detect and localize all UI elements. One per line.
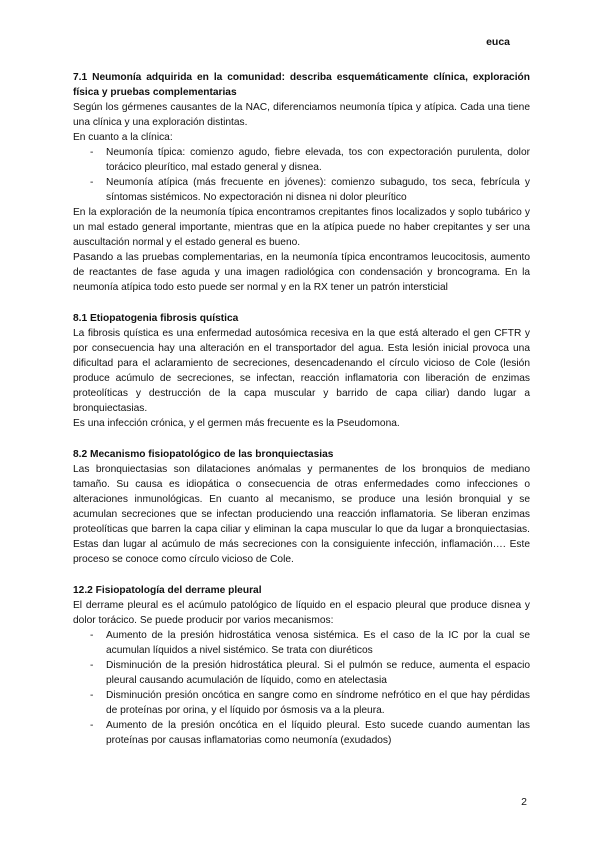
section-title: 12.2 Fisiopatología del derrame pleural (73, 585, 262, 596)
paragraph: En la exploración de la neumonía típica encontramos crepitantes finos localizados y soplo tubárico y un mal estado general importante, mientras que en la atípica puede no haber crepitantes y ser una auscultación normal y el estado general es bueno. (73, 207, 530, 248)
paragraph: La fibrosis quística es una enfermedad autosómica recesiva en la que está alterado el gen CFTR y por consecuencia hay una alteración en el transportador del agua. Esta lesión inicial provoca una dificultad para el aclaramiento de secreciones, desencadenando el círculo vicioso de Cole (lesión produce acúmulo de secreciones, se infectan, reacción inflamatoria con liberación de enzimas proteolíticas y destrucción de la capa muscular y barrido de capa ciliar) dando lugar a bronquiectasias. (73, 328, 530, 414)
list-item: - Disminución presión oncótica en sangre como en síndrome nefrótico en el que hay pérdidas de proteínas por orina, y el líquido por ósmosis va a la pleura. (106, 688, 530, 718)
section-title: 8.1 Etiopatogenia fibrosis quística (73, 313, 239, 324)
list-item: - Disminución de la presión hidrostática pleural. Si el pulmón se reduce, aumenta el espacio pleural causando acumulación de líquido, como en atelectasia (106, 658, 530, 688)
dash-list (73, 628, 530, 748)
list-item: - Aumento de la presión oncótica en el líquido pleural. Esto sucede cuando aumentan las proteínas por causas inflamatorias como neumonía (exudados) (106, 718, 530, 748)
list-item: - Neumonía atípica (más frecuente en jóvenes): comienzo subagudo, tos seca, febrícula y síntomas sistémicos. No expectoración ni disnea ni dolor pleurítico (106, 175, 530, 205)
paragraph: Es una infección crónica, y el germen más frecuente es la Pseudomona. (73, 418, 400, 429)
dash-list (73, 145, 530, 205)
list-item: - Neumonía típica: comienzo agudo, fiebre elevada, tos con expectoración purulenta, dolor torácico pleurítico, mal estado general y disnea. (106, 145, 530, 175)
paragraph: El derrame pleural es el acúmulo patológico de líquido en el espacio pleural que produce disnea y dolor torácico. Se puede producir por varios mecanismos: (73, 600, 530, 626)
section-neumonia (73, 70, 530, 295)
list-item: - Aumento de la presión hidrostática venosa sistémica. Es el caso de la IC por la cual se acumulan líquidos a nivel sistémico. Se trata con diuréticos (106, 628, 530, 658)
header-label: euca (486, 36, 510, 48)
page-number: 2 (521, 796, 527, 808)
section-title: 7.1 Neumonía adquirida en la comunidad: describa esquemáticamente clínica, exploración física y pruebas complementarias (73, 72, 530, 98)
paragraph: Pasando a las pruebas complementarias, en la neumonía típica encontramos leucocitosis, aumento de reactantes de fase aguda y una imagen radiológica con condensación y broncograma. En la neumonía atípica todo esto puede ser normal y en la RX tener un patrón intersticial (73, 252, 530, 293)
paragraph: Las bronquiectasias son dilataciones anómalas y permanentes de los bronquios de mediano tamaño. Su causa es idiopática o consecuencia de otras enfermedades como infecciones o alteraciones inmunológicas. En cuanto al mecanismo, se produce una lesión bronquial y se acumulan secreciones que se infectan produciendo una reacción inflamatoria. Se liberan enzimas proteolíticas que barren la capa ciliar y eliminan la capa muscular lo que da lugar a bronquiectasias. Estas dan lugar al acúmulo de más secreciones con la consiguiente infección, inflamación…. Este proceso se conoce como círculo vicioso de Cole. (73, 464, 530, 565)
section-fibrosis-quistica (73, 311, 530, 431)
paragraph: Según los gérmenes causantes de la NAC, diferenciamos neumonía típica y atípica. Cada una tiene una clínica y una exploración distintas. (73, 102, 530, 128)
document-body (73, 70, 530, 764)
section-bronquiectasias (73, 447, 530, 567)
paragraph: En cuanto a la clínica: (73, 132, 173, 143)
section-derrame-pleural (73, 583, 530, 748)
section-title: 8.2 Mecanismo fisiopatológico de las bronquiectasias (73, 449, 334, 460)
